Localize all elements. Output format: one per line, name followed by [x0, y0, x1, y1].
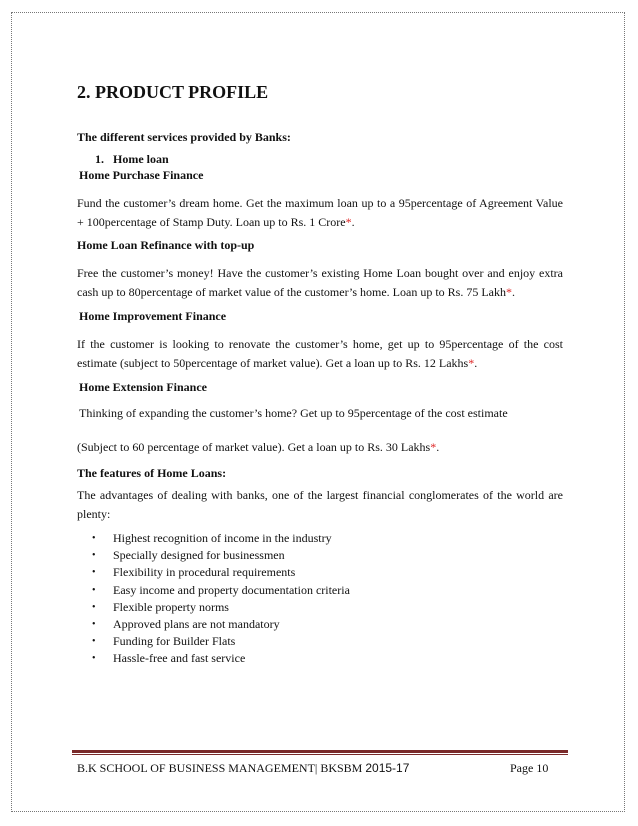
list-item [77, 582, 350, 599]
asterisk: * [345, 215, 352, 229]
list-item-text: Specially designed for businessmen [113, 548, 285, 563]
paragraph-extension-line1: Thinking of expanding the customer’s home? Get up to 95percentage of the cost estimate [79, 406, 508, 420]
asterisk: * [506, 285, 512, 299]
subheading-features: The features of Home Loans: [77, 466, 227, 480]
list-item [77, 650, 350, 667]
paragraph-improvement [77, 335, 563, 373]
paragraph-text: (Subject to 60 percentage of market value). Get a loan up to Rs. 30 Lakhs [77, 440, 431, 454]
list-item-home-loan: 1. Home loan [95, 152, 169, 166]
subheading-improvement: Home Improvement Finance [79, 309, 227, 323]
bullet-icon: • [92, 653, 96, 665]
footer-school: B.K SCHOOL OF BUSINESS MANAGEMENT| BKSBM [77, 761, 366, 775]
period: . [351, 215, 355, 229]
list-item [77, 633, 350, 650]
bullet-icon: • [92, 550, 96, 562]
bullet-icon: • [92, 567, 96, 579]
list-item-text: Flexibility in procedural requirements [113, 565, 296, 580]
period: . [474, 356, 478, 370]
section-heading: 2. PRODUCT PROFILE [77, 82, 269, 102]
period: . [512, 285, 515, 299]
bullet-icon: • [92, 636, 96, 648]
bullet-icon: • [92, 533, 96, 544]
features-bullet-list [77, 530, 350, 668]
footer-year: 2015-17 [365, 761, 410, 775]
list-item-text: Funding for Builder Flats [113, 634, 236, 649]
subheading-refinance: Home Loan Refinance with top-up [77, 238, 255, 252]
footer-left [77, 761, 409, 776]
footer-divider [72, 750, 568, 753]
period: . [436, 440, 440, 454]
asterisk: * [468, 356, 475, 370]
paragraph-text: Fund the customer’s dream home. Get the maximum loan up to a 95percentage of Agreement Value + 100percentage of Stamp Duty. Loan up to Rs. 1 Crore [77, 196, 563, 229]
list-item [77, 530, 350, 547]
paragraph-refinance [77, 264, 563, 302]
list-item-text: Flexible property norms [113, 599, 229, 614]
paragraph-text: If the customer is looking to renovate the customer’s home, get up to 95percentage of the cost estimate (subject to 50percentage of market value). Get a loan up to Rs. 12 Lakhs [77, 337, 563, 370]
page-number: Page 10 [510, 761, 549, 775]
list-item-text: Highest recognition of income in the industry [113, 531, 332, 545]
intro-heading: The different services provided by Banks: [77, 130, 291, 144]
asterisk: * [430, 440, 437, 454]
paragraph-home-purchase [77, 194, 563, 232]
list-item [77, 564, 350, 581]
list-item [77, 599, 350, 616]
paragraph-text: Free the customer’s money! Have the customer’s existing Home Loan bought over and enjoy extra cash up to 80percentage of market value of the customer’s home. Loan up to Rs. 75 Lakh [77, 266, 563, 299]
subheading-extension: Home Extension Finance [79, 380, 207, 394]
list-item [77, 616, 350, 633]
list-item-text: Easy income and property documentation criteria [113, 582, 350, 597]
subheading-home-purchase: Home Purchase Finance [79, 168, 204, 182]
footer-divider-thin [72, 754, 568, 755]
paragraph-extension-line2 [77, 440, 439, 455]
list-item-text: Hassle-free and fast service [113, 651, 246, 666]
paragraph-features: The advantages of dealing with banks, one of the largest financial conglomerates of the world are plenty: [77, 488, 563, 521]
bullet-icon: • [92, 618, 96, 630]
bullet-icon: • [92, 601, 96, 613]
list-item-text: Approved plans are not mandatory [113, 616, 280, 631]
bullet-icon: • [92, 584, 96, 596]
list-item [77, 547, 350, 564]
